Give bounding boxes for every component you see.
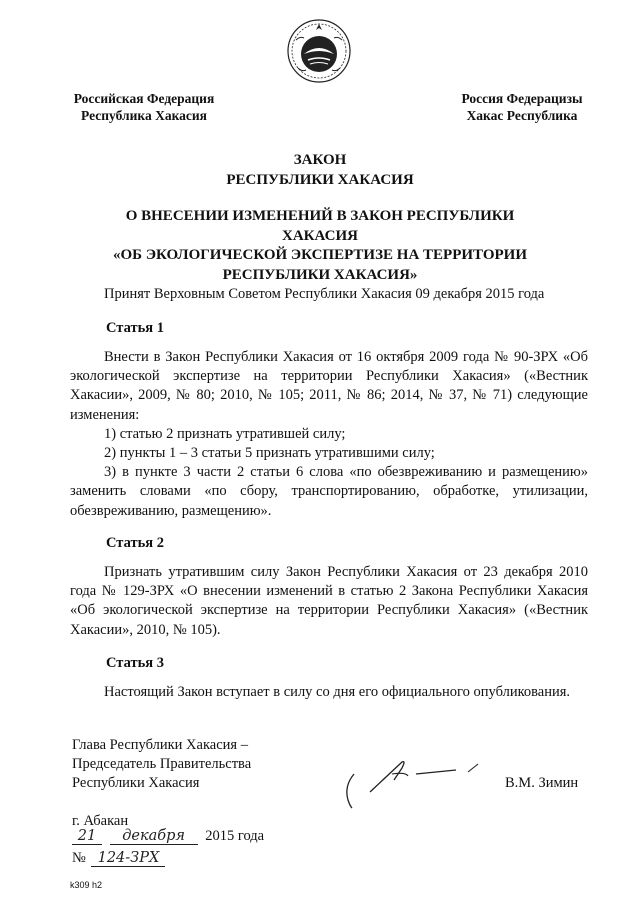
date-day: 21 xyxy=(72,828,102,845)
article3-text: Настоящий Закон вступает в силу со дня его официального опубликования. xyxy=(104,684,571,700)
header-right-line2: Хакас Республика xyxy=(466,108,578,123)
doc-subject-line1: О ВНЕСЕНИИ ИЗМЕНЕНИЙ В ЗАКОН РЕСПУБЛИКИ ХАКАСИЯ xyxy=(125,208,515,244)
number-prefix: № xyxy=(72,850,86,866)
number-line xyxy=(72,850,165,867)
doc-subject xyxy=(90,207,550,285)
date-line xyxy=(72,828,264,845)
date-month: декабря xyxy=(110,828,198,845)
article2-heading: Статья 2 xyxy=(106,535,164,551)
header-right xyxy=(452,90,592,124)
article1-heading: Статья 1 xyxy=(106,320,164,336)
signatory-line3: Республики Хакасия xyxy=(72,775,200,791)
doc-title-republic: РЕСПУБЛИКИ ХАКАСИЯ xyxy=(226,172,414,188)
article1-body xyxy=(70,348,588,521)
header-right-line1: Россия Федерацизы xyxy=(461,91,583,106)
article1-item1: 1) статью 2 признать утратившей силу; xyxy=(104,425,346,442)
signatory-line2: Председатель Правительства xyxy=(72,756,252,772)
article3-body xyxy=(70,683,588,702)
signatory-title xyxy=(72,736,251,793)
header-left xyxy=(68,90,220,124)
signatory-name: В.М. Зимин xyxy=(505,775,579,791)
doc-subject-line3: РЕСПУБЛИКИ ХАКАСИЯ» xyxy=(222,266,418,283)
article2-text: Признать утратившим силу Закон Республики Хакасия от 23 декабря 2010 года № 129-ЗРХ «О внесении изменений в статью 2 Закона Республики Хакасия «Об экологической экспертизе на территории Республики Хакасия» («Вестник Хакасии», 2010, № 105). xyxy=(70,564,588,638)
signatory-line1: Глава Республики Хакасия – xyxy=(72,737,248,753)
handwritten-signature xyxy=(336,752,506,822)
article2-body xyxy=(70,563,588,640)
article1-intro: Внести в Закон Республики Хакасия от 16 октября 2009 года № 90-ЗРХ «Об экологической экспертизе на территории Республики Хакасия» («Вестник Хакасии», 2009, № 80; 2010, № 105; 2011, № 86; 2014, № 37, № 71) следующие изменения: xyxy=(70,349,588,423)
article3-heading: Статья 3 xyxy=(106,655,164,671)
number-value: 124-ЗРХ xyxy=(91,850,165,867)
article1-item3: 3) в пункте 3 части 2 статьи 6 слова «по обезвреживанию и размещению» заменить словами «по сбору, транспортированию, обработке, утилизации, обезвреживанию, размещению». xyxy=(70,464,588,519)
date-year: 2015 года xyxy=(205,828,265,844)
header-left-line1: Российская Федерация xyxy=(73,91,215,106)
place: г. Абакан xyxy=(72,813,129,829)
footer-code: k309 h2 xyxy=(70,880,103,890)
adoption-note: Принят Верховным Советом Республики Хакасия 09 декабря 2015 года xyxy=(104,286,545,302)
doc-subject-line2: «ОБ ЭКОЛОГИЧЕСКОЙ ЭКСПЕРТИЗЕ НА ТЕРРИТОРИИ xyxy=(112,247,528,263)
republic-emblem-icon xyxy=(286,18,352,84)
doc-title-law: ЗАКОН xyxy=(293,152,347,168)
header-left-line2: Республика Хакасия xyxy=(81,108,207,123)
article1-item2: 2) пункты 1 – 3 статьи 5 признать утратившими силу; xyxy=(104,445,435,462)
